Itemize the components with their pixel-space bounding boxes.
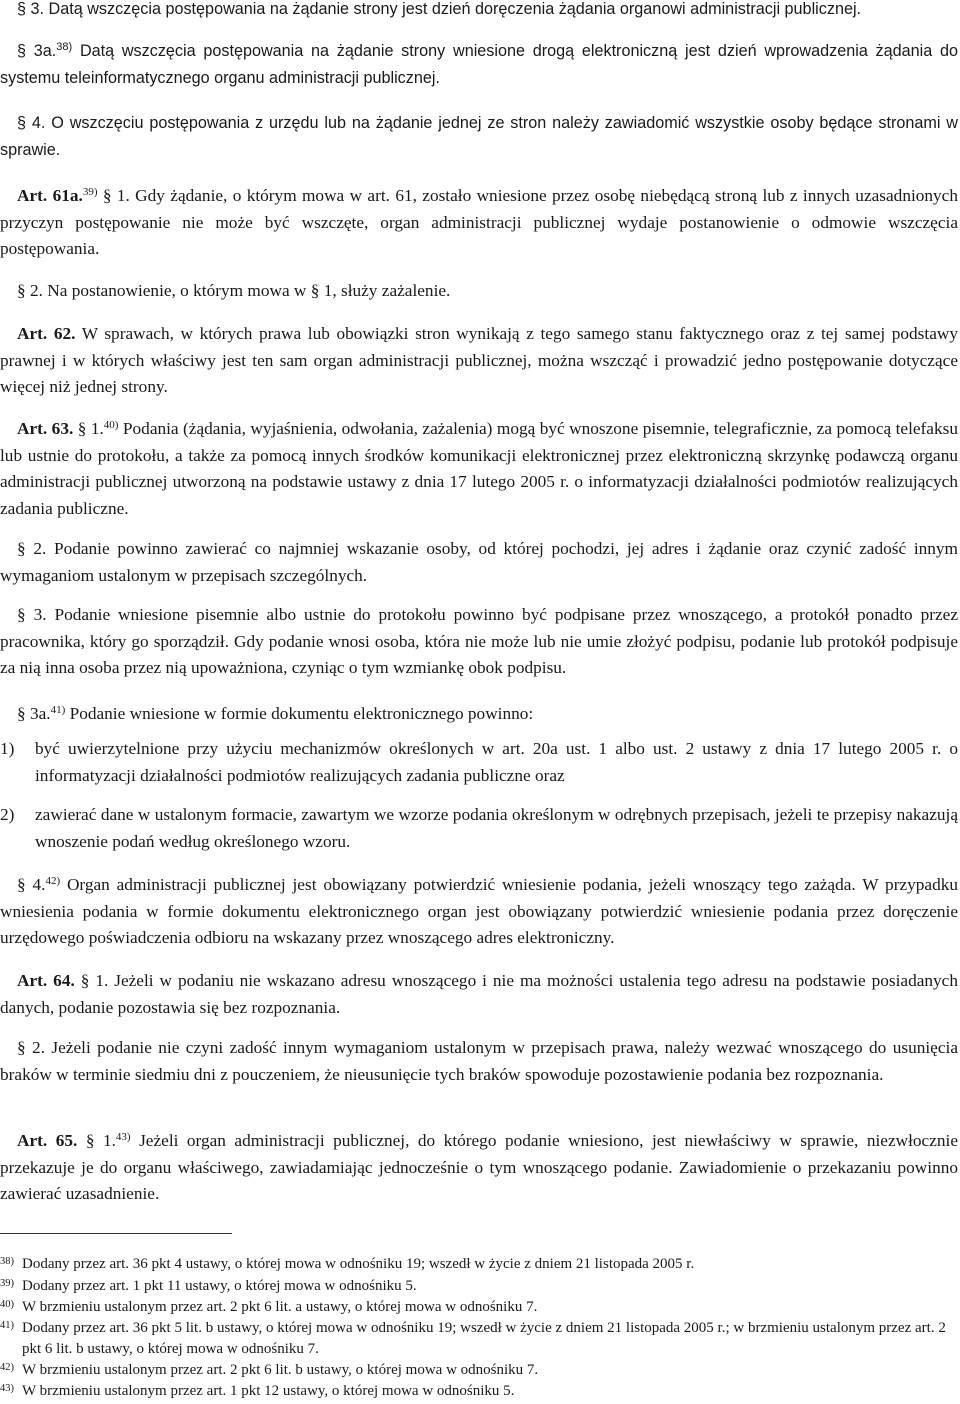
paragraph-section-3 [0, 0, 958, 23]
list-item-number: 1) [0, 739, 15, 758]
article-64 [0, 968, 958, 1021]
paragraph-text: Jeżeli organ administracji publicznej, do którego podanie wniesiono, jest niewłaściwy w sprawie, niezwłocznie przekazuje je do organu właściwego, zawiadamiając jednocześnie o tym wnoszącego podanie. Zawiadomienie o przekazaniu powinno zawierać uzasadnienie. [0, 1131, 959, 1203]
footnote-number: 38) [0, 1256, 14, 1267]
section-number: § 1. [85, 1131, 116, 1150]
footnote-text: Dodany przez art. 36 pkt 5 lit. b ustawy, o której mowa w odnośniku 19; wszedł w życie z dniem 21 listopada 2005 r.; w brzmieniu ustalonym przez art. 2 pkt 6 lit. b ustawy, o której mowa w odnośniku 7. [22, 1320, 946, 1357]
article-61a [0, 183, 958, 263]
article-label: Art. 64. [17, 971, 75, 990]
section-sign: § [17, 0, 27, 18]
footnote-number: 40) [0, 1299, 14, 1310]
list-item-number: 2) [0, 805, 15, 824]
footnote-number: 39) [0, 1278, 14, 1289]
paragraph-text: § 3. Podanie wniesione pisemnie albo ustnie do protokołu powinno być podpisane przez wnoszącego, a protokół ponadto przez pracownika, który go sporządził. Gdy podanie wnosi osoba, która nie może lub nie umie złożyć podpisu, podanie lub protokół podpisuje za nią inna osoba przez nią upoważniona, czyniąc o tym wzmiankę obok podpisu. [0, 605, 958, 677]
list-item-1 [0, 736, 958, 789]
paragraph-text: § 1. Gdy żądanie, o którym mowa w art. 61, zostało wniesione przez osobę niebędącą stroną lub z innych uzasadnionych przyczyn postępowanie nie może być wszczęte, organ administracji publicznej wydaje postanowienie o odmowie wszczęcia postępowania. [0, 186, 958, 258]
paragraph-section-4 [0, 110, 958, 163]
section-number: § 3a. [17, 704, 51, 723]
article-63-section-4 [0, 872, 958, 952]
paragraph-text: § 2. Jeżeli podanie nie czyni zadość innym wymaganiom ustalonym w przepisach prawa, należy wezwać wnoszącego do usunięcia braków w terminie siedmiu dni z pouczeniem, że nieusunięcie tych braków spowoduje pozostawienie podania bez rozpoznania. [0, 1038, 958, 1084]
footnote-38 [0, 1254, 958, 1275]
paragraph-text: § 1. Jeżeli w podaniu nie wskazano adresu wnoszącego i nie ma możności ustalenia tego adresu na podstawie posiadanych danych, podanie pozostawia się bez rozpoznania. [0, 971, 958, 1017]
article-63-section-3 [0, 602, 958, 682]
footnote-text: W brzmieniu ustalonym przez art. 2 pkt 6 lit. a ustawy, o której mowa w odnośniku 7. [22, 1299, 538, 1315]
footnote-42 [0, 1360, 958, 1381]
footnote-40 [0, 1297, 958, 1318]
paragraph-text: 3. Datą wszczęcia postępowania na żądanie strony jest dzień doręczenia żądania organowi administracji publicznej. [30, 0, 862, 18]
article-label: Art. 63. [17, 419, 74, 438]
footnote-ref-42: 42) [45, 874, 61, 887]
paragraph-text: W sprawach, w których prawa lub obowiązki stron wynikają z tego samego stanu faktycznego oraz z tej samej podstawy prawnej i w których właściwy jest ten sam organ administracji publicznej, można wszcząć i prowadzić jedno postępowanie dotyczące więcej niż jednej strony. [0, 324, 958, 396]
paragraph-text: Organ administracji publicznej jest obowiązany potwierdzić wniesienie podania, jeżeli wnoszący tego zażąda. W przypadku wniesienia podania w formie dokumentu elektronicznego organ jest obowiązany potwierdzić wniesienie podania przez doręczenie urzędowego poświadczenia odbioru na wskazany przez wnoszącego adres elektroniczny. [0, 875, 958, 947]
paragraph-text: § 2. Podanie powinno zawierać co najmniej wskazanie osoby, od której pochodzi, jej adres i żądanie oraz czynić zadość innym wymaganiom ustalonym w przepisach szczególnych. [0, 539, 958, 585]
paragraph-text: § 2. Na postanowienie, o którym mowa w § 1, służy zażalenie. [17, 281, 451, 300]
article-62 [0, 321, 958, 401]
paragraph-text: 4. O wszczęciu postępowania z urzędu lub na żądanie jednej ze stron należy zawiadomić wszystkie osoby będące stronami w sprawie. [0, 114, 959, 159]
section-sign: § [17, 42, 27, 60]
footnote-number: 43) [0, 1383, 14, 1394]
paragraph-text: Datą wszczęcia postępowania na żądanie strony wniesione drogą elektroniczną jest dzień wprowadzenia żądania do systemu teleinformatycznego organu administracji publicznej. [0, 42, 959, 87]
article-61a-section-2 [0, 278, 958, 305]
section-sign: § [17, 114, 27, 132]
paragraph-section-3a [0, 38, 958, 91]
footnote-text: W brzmieniu ustalonym przez art. 1 pkt 12 ustawy, o której mowa w odnośniku 5. [22, 1383, 515, 1399]
footnote-separator [0, 1233, 232, 1234]
footnote-number: 41) [0, 1320, 14, 1331]
footnote-41 [0, 1318, 958, 1359]
article-63 [0, 416, 958, 522]
section-number: § 1. [77, 419, 104, 438]
section-number: § 4. [17, 875, 46, 894]
footnote-text: W brzmieniu ustalonym przez art. 2 pkt 6 lit. b ustawy, o której mowa w odnośniku 7. [22, 1362, 539, 1378]
article-64-section-2 [0, 1035, 958, 1088]
footnote-ref-39: 39) [82, 185, 98, 198]
article-label: Art. 65. [17, 1131, 78, 1150]
footnote-ref-43: 43) [115, 1130, 131, 1143]
list-item-text: być uwierzytelnione przy użyciu mechanizmów określonych w art. 20a ust. 1 albo ust. 2 ustawy z dnia 17 lutego 2005 r. o informatyzacji działalności podmiotów realizujących zadania publiczne oraz [35, 739, 958, 785]
article-label: Art. 61a. [17, 186, 83, 205]
article-63-section-3a [0, 701, 958, 728]
list-item-2 [0, 802, 958, 855]
footnote-43 [0, 1381, 958, 1402]
paragraph-text: Podanie wniesione w formie dokumentu elektronicznego powinno: [69, 704, 534, 723]
article-65 [0, 1128, 958, 1208]
footnote-number: 42) [0, 1362, 14, 1373]
footnote-39 [0, 1276, 958, 1297]
footnote-ref-40: 40) [103, 418, 119, 431]
paragraph-text: Podania (żądania, wyjaśnienia, odwołania, zażalenia) mogą być wnoszone pisemnie, telegraficznie, za pomocą telefaksu lub ustnie do protokołu, a także za pomocą innych środków komunikacji elektronicznej przez elektroniczną skrzynkę podawczą organu administracji publicznej utworzoną na podstawie ustawy z dnia 17 lutego 2005 r. o informatyzacji działalności podmiotów realizujących zadania publiczne. [0, 419, 958, 518]
footnote-ref-41: 41) [50, 703, 66, 716]
section-number: 3a. [33, 42, 57, 60]
article-63-section-2 [0, 536, 958, 589]
footnote-ref-38: 38) [56, 40, 73, 53]
list-item-text: zawierać dane w ustalonym formacie, zawartym we wzorze podania określonym w odrębnych przepisach, jeżeli te przepisy nakazują wnoszenie podań według określonego wzoru. [35, 805, 958, 851]
footnote-text: Dodany przez art. 1 pkt 11 ustawy, o której mowa w odnośniku 5. [22, 1278, 417, 1294]
footnote-text: Dodany przez art. 36 pkt 4 ustawy, o której mowa w odnośniku 19; wszedł w życie z dniem 21 listopada 2005 r. [22, 1256, 695, 1272]
article-label: Art. 62. [17, 324, 76, 343]
